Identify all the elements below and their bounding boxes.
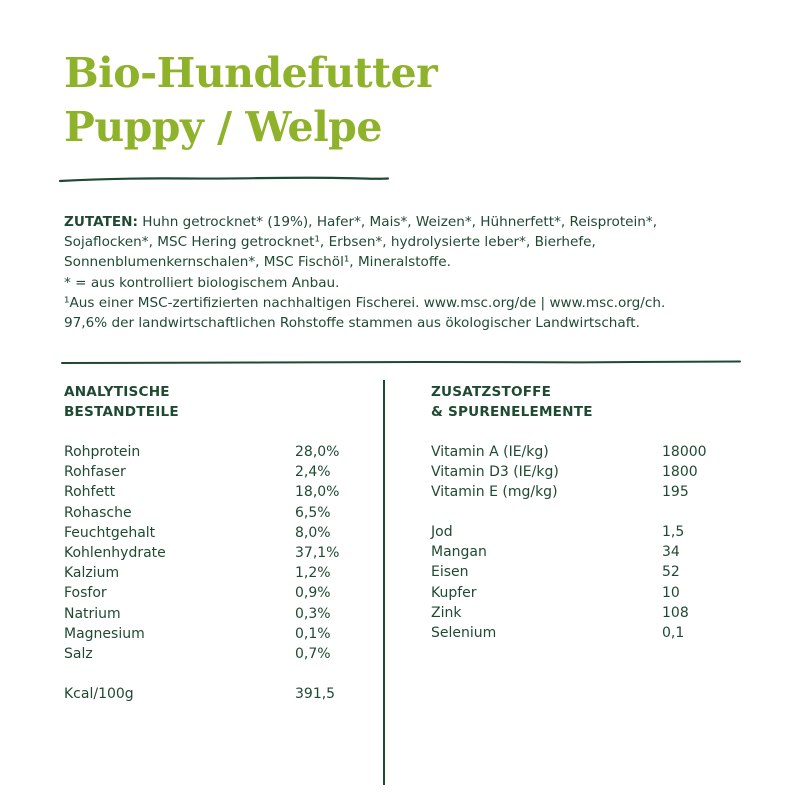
analytics-row-value: 1,2%: [295, 565, 331, 582]
analytics-row: [64, 523, 364, 543]
title-underline: [58, 172, 390, 186]
trace-element-row-value: 10: [662, 584, 680, 601]
analytics-row: [64, 644, 364, 664]
trace-element-row-value: 1,5: [662, 524, 685, 540]
msc-note: ¹Aus einer MSC-zertifizierten nachhaltigen Fischerei. www.msc.org/de | www.msc.org/ch.: [64, 294, 666, 311]
analytics-row-name: Kohlenhydrate: [64, 544, 166, 561]
analytics-row: [64, 503, 364, 523]
vitamins-table: [431, 442, 751, 503]
analytics-row-value: 2,4%: [295, 464, 331, 481]
trace-element-row-name: Selenium: [431, 624, 497, 641]
column-divider: [383, 380, 385, 785]
analytics-row: [64, 462, 364, 482]
analytics-row-name: Fosfor: [64, 585, 107, 602]
analytics-row: [64, 563, 364, 583]
analytics-row-name: Rohfaser: [64, 464, 126, 481]
analytics-row-name: Magnesium: [64, 625, 145, 642]
section-divider: [60, 356, 742, 368]
trace-element-row-value: 0,1: [662, 624, 685, 641]
ingredients-block: [64, 212, 744, 333]
energy-label: Kcal/100g: [64, 686, 134, 703]
trace-elements-table: [431, 522, 751, 643]
organic-share-note: 97,6% der landwirtschaftlichen Rohstoffe stammen aus ökologischer Landwirtschaft.: [64, 315, 640, 332]
title-line-1: Bio-Hundefutter: [64, 49, 438, 97]
trace-element-row: [431, 562, 751, 582]
analytics-row: [64, 482, 364, 502]
vitamin-row-value: 1800: [662, 464, 698, 481]
ingredients-line-2: Sojaflocken*, MSC Hering getrocknet¹, Erbsen*, hydrolysierte leber*, Bierhefe,: [64, 234, 596, 251]
analytics-row-name: Natrium: [64, 605, 121, 622]
title-line-2: Puppy / Welpe: [64, 103, 382, 151]
trace-element-row-value: 52: [662, 564, 680, 581]
analytics-row-name: Kalzium: [64, 565, 120, 582]
vitamin-row: [431, 482, 751, 502]
analytics-row-value: 18,0%: [295, 484, 340, 501]
analytics-row-value: 6,5%: [295, 504, 331, 521]
analytics-heading: ANALYTISCHE BESTANDTEILE: [64, 384, 179, 420]
energy-row: [64, 684, 364, 704]
trace-element-row-name: Zink: [431, 604, 462, 621]
analytics-row-name: Rohprotein: [64, 444, 141, 460]
analytics-row: [64, 442, 364, 462]
analytics-row: [64, 543, 364, 563]
trace-element-row: [431, 603, 751, 623]
analytics-row: [64, 604, 364, 624]
analytics-row-name: Feuchtgehalt: [64, 524, 156, 541]
trace-element-row: [431, 522, 751, 542]
analytics-row-value: 8,0%: [295, 524, 331, 541]
analytics-row-value: 0,9%: [295, 585, 331, 602]
vitamin-row-value: 18000: [662, 444, 707, 460]
ingredients-line-3: Sonnenblumenkernschalen*, MSC Fischöl¹, Mineralstoffe.: [64, 254, 451, 271]
analytics-row-value: 37,1%: [295, 544, 340, 561]
ingredients-label: ZUTATEN:: [64, 214, 138, 230]
trace-element-row-value: 108: [662, 604, 689, 621]
trace-element-row: [431, 542, 751, 562]
trace-element-row-name: Eisen: [431, 564, 469, 581]
analytics-row: [64, 583, 364, 603]
trace-element-row-name: Kupfer: [431, 584, 477, 601]
trace-element-row-value: 34: [662, 544, 680, 561]
analytics-table: [64, 442, 364, 704]
analytics-row-value: 0,3%: [295, 605, 331, 622]
vitamin-row: [431, 442, 751, 462]
analytics-row: [64, 624, 364, 644]
vitamin-row-name: Vitamin D3 (IE/kg): [431, 464, 559, 481]
vitamin-row: [431, 462, 751, 482]
analytics-row-name: Rohfett: [64, 484, 116, 501]
trace-element-row: [431, 583, 751, 603]
vitamin-row-value: 195: [662, 484, 689, 501]
analytics-row-value: 0,1%: [295, 625, 331, 642]
analytics-row-name: Salz: [64, 645, 93, 662]
analytics-row-value: 28,0%: [295, 444, 340, 460]
analytics-row-value: 0,7%: [295, 645, 331, 662]
page-title: [64, 46, 437, 154]
analytics-row-name: Rohasche: [64, 504, 132, 521]
ingredients-line-1: ZUTATEN: Huhn getrocknet* (19%), Hafer*, Mais*, Weizen*, Hühnerfett*, Reisprotein*,: [64, 214, 658, 230]
organic-note: * = aus kontrolliert biologischem Anbau.: [64, 274, 340, 291]
energy-value: 391,5: [295, 686, 336, 703]
additives-heading: ZUSATZSTOFFE & SPURENELEMENTE: [431, 384, 593, 420]
trace-element-row: [431, 623, 751, 643]
trace-element-row-name: Mangan: [431, 544, 487, 561]
trace-element-row-name: Jod: [431, 524, 453, 540]
vitamin-row-name: Vitamin E (mg/kg): [431, 484, 558, 501]
vitamin-row-name: Vitamin A (IE/kg): [431, 444, 549, 460]
